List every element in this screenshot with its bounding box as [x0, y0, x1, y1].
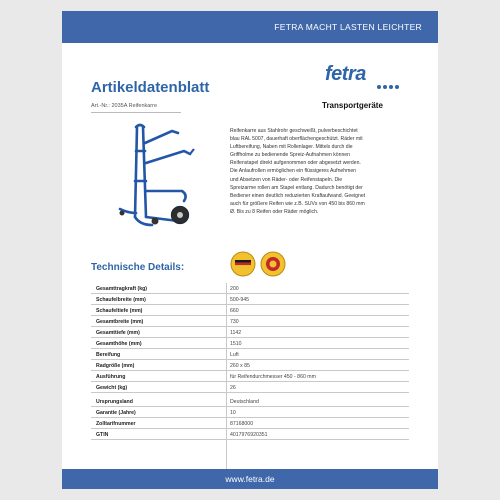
spec-value: Luft	[230, 351, 239, 358]
spec-label: Gesamttiefe (mm)	[96, 329, 140, 336]
tire-trolley-image	[106, 121, 206, 235]
page-title: Artikeldatenblatt	[91, 79, 210, 96]
description-line: Reifenstapel direkt aufgenommen oder abgesetzt werden.	[230, 160, 361, 167]
spec-value: 1142	[230, 329, 242, 336]
spec-value: 26	[230, 384, 236, 391]
spec-value: Deutschland	[230, 398, 259, 405]
spec-value: für Reifendurchmesser 450 - 860 mm	[230, 373, 316, 380]
spec-label: Zolltarifnummer	[96, 420, 136, 427]
spec-label: Ausführung	[96, 373, 126, 380]
spec-row	[91, 316, 409, 327]
spec-label: Gesamtbreite (mm)	[96, 318, 144, 325]
spec-row	[91, 283, 409, 294]
spec-row	[91, 371, 409, 382]
row-divider	[91, 439, 409, 440]
spec-label: Bereifung	[96, 351, 121, 358]
guarantee-badge-icon	[261, 252, 285, 276]
description-line: Spreizarme rollen am Stapel entlang. Dadurch benötigt der	[230, 184, 363, 191]
product-description	[230, 127, 415, 216]
fetra-logo: fetra	[325, 63, 366, 85]
spec-table	[91, 283, 409, 440]
spec-row	[91, 429, 409, 440]
spec-row	[91, 407, 409, 418]
spec-label: Gesamttragkraft (kg)	[96, 285, 148, 292]
spec-row	[91, 360, 409, 371]
spec-value: 660	[230, 307, 239, 314]
spec-row	[91, 349, 409, 360]
description-line: blau RAL 5007, dauerhaft oberflächengeschützt. Räder mit	[230, 136, 363, 143]
datasheet-page	[62, 11, 438, 489]
footer-website-link[interactable]: www.fetra.de	[225, 474, 275, 484]
spec-value: 200	[230, 285, 239, 292]
description-line: Ø. Bis zu 8 Reifen oder Räder möglich.	[230, 208, 319, 215]
description-line: Luftbereifung, Naben mit Rollenlager. Mittels durch die	[230, 144, 353, 151]
tagline: FETRA MACHT LASTEN LEICHTER	[274, 22, 422, 32]
spec-label: Schaufeltiefe (mm)	[96, 307, 143, 314]
row-divider	[91, 392, 409, 393]
article-number: Art.-Nr.: 2035A Reifenkarre	[91, 103, 158, 109]
logo-dots-icon	[322, 66, 400, 92]
spec-row	[91, 382, 409, 393]
title-divider	[91, 112, 181, 113]
spec-value: 500-945	[230, 296, 250, 303]
spec-row	[91, 338, 409, 349]
description-line: Griffholme zu bedienende Spreiz-Aufnahmen können	[230, 152, 350, 159]
spec-row	[91, 305, 409, 316]
spec-value: 730	[230, 318, 239, 325]
spec-label: Schaufelbreite (mm)	[96, 296, 146, 303]
spec-value: 260 x 85	[230, 362, 250, 369]
description-line: und Absetzen von Räder- oder Reifenstapeln. Die	[230, 176, 343, 183]
top-banner	[62, 11, 438, 43]
description-line: Reifenkarre aus Stahlrohr geschweißt, pulverbeschichtet	[230, 128, 358, 134]
spec-label: Gewicht (kg)	[96, 384, 128, 391]
spec-value: 1510	[230, 340, 242, 347]
spec-label: Ursprungsland	[96, 398, 133, 405]
spec-label: GTIN	[96, 431, 109, 438]
description-line: Bediener einen deutlich reduzierten Kraftaufwand. Geeignet	[230, 192, 366, 199]
description-line: auch für größere Reifen wie z.B. SUVs von 450 bis 860 mm	[230, 200, 365, 207]
technical-details-heading: Technische Details:	[91, 262, 185, 273]
spec-row	[91, 418, 409, 429]
spec-row	[91, 396, 409, 407]
spec-value: 87168000	[230, 420, 254, 427]
spec-value: 10	[230, 409, 236, 416]
product-category: Transportgeräte	[322, 101, 383, 110]
spec-value: 4017976920351	[230, 431, 268, 438]
description-line: Die Anlaufrollen ermöglichen ein flüssigeres Aufnehmen	[230, 168, 357, 175]
footer-banner	[62, 469, 438, 489]
spec-label: Radgröße (mm)	[96, 362, 135, 369]
spec-row	[91, 327, 409, 338]
spec-label: Garantie (Jahre)	[96, 409, 136, 416]
quality-badges	[227, 247, 289, 281]
spec-row	[91, 294, 409, 305]
spec-label: Gesamthöhe (mm)	[96, 340, 142, 347]
made-in-germany-badge-icon	[231, 252, 255, 276]
